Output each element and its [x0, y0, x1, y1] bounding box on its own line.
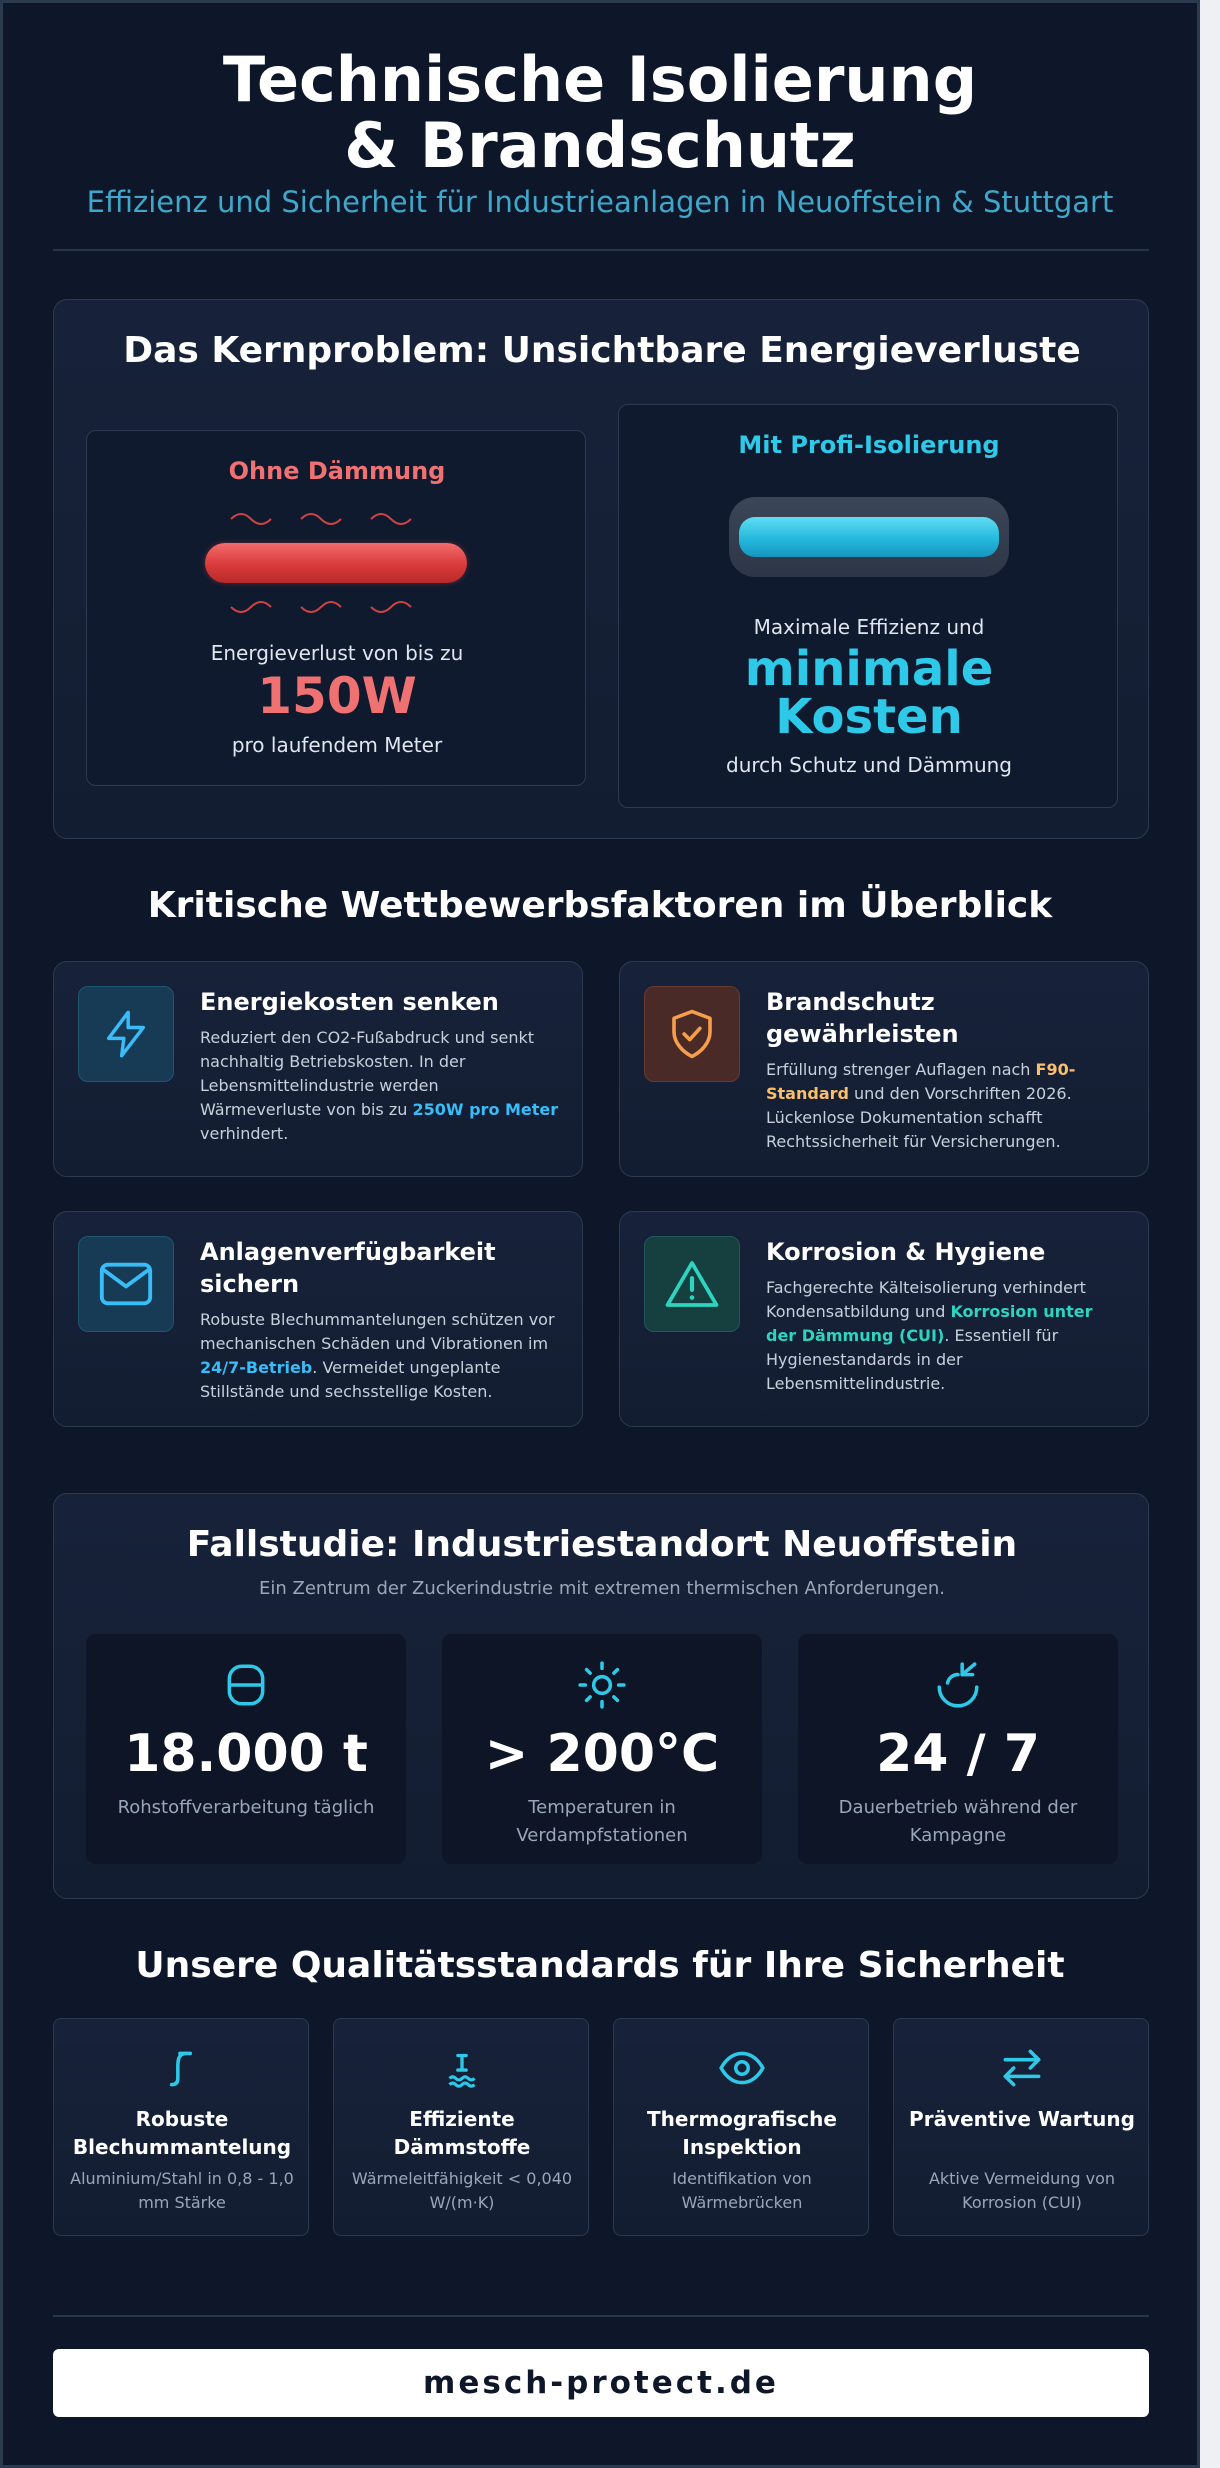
factor-highlight: 24/7-Betrieb [200, 1358, 313, 1377]
header [3, 43, 1197, 219]
footer-divider [53, 2315, 1149, 2317]
stat-card [86, 1634, 406, 1864]
hot-pipe-graphic [205, 543, 467, 583]
problem-title: Das Kernproblem: Unsichtbare Energieverluste [123, 330, 1081, 371]
problem-section [53, 299, 1149, 839]
quality-card-desc: Aktive Vermeidung von Korrosion (CUI) [928, 2169, 1116, 2212]
mail-icon [97, 1259, 155, 1309]
with-insulation-box [618, 404, 1118, 808]
factor-desc [200, 1308, 562, 1404]
quality-card [333, 2018, 589, 2236]
factor-highlight: Korrosion unter der Dämmung (CUI) [766, 1302, 1093, 1345]
quality-card [893, 2018, 1149, 2236]
factor-desc-text: und den Vorschriften 2026. Lückenlose Dokumentation schafft Rechtssicherheit für Versicherungen. [766, 1084, 1072, 1151]
page-title-text: Technische Isolierung & Brandschutz [222, 43, 978, 182]
factor-card-corrosion [619, 1211, 1149, 1427]
lightning-icon [100, 1005, 152, 1063]
quality-card-title: Robuste Blechummantelung [72, 2107, 292, 2159]
factor-card-fire [619, 961, 1149, 1177]
factor-card-energy [53, 961, 583, 1177]
without-insulation-line2: pro laufendem Meter [231, 733, 443, 757]
quality-card-desc: Aluminium/Stahl in 0,8 - 1,0 mm Stärke [70, 2169, 294, 2212]
insulated-pipe-core [739, 517, 999, 557]
factor-card-availability [53, 1211, 583, 1427]
factor-body [766, 1236, 1128, 1396]
quality-card-title: Präventive Wartung [909, 2107, 1135, 2131]
factor-desc [766, 1058, 1128, 1154]
minimal-costs-value [619, 641, 1119, 745]
stat-value: 18.000 t [124, 1724, 368, 1784]
with-insulation-title: Mit Profi-Isolierung [738, 431, 1000, 459]
with-insulation-line2: durch Schutz und Dämmung [726, 753, 1012, 777]
factor-body [200, 1236, 562, 1404]
without-insulation-box [86, 430, 586, 786]
swap-arrows-icon [997, 2043, 1047, 2093]
without-insulation-title: Ohne Dämmung [228, 457, 446, 485]
heat-wave-bottom-icon [227, 595, 447, 619]
thermometer-icon [437, 2043, 487, 2093]
page-title [3, 43, 1197, 182]
sun-icon [577, 1660, 627, 1710]
stat-value: > 200°C [484, 1724, 720, 1784]
eye-icon [717, 2043, 767, 2093]
factor-highlight: F90-Standard [766, 1060, 1076, 1103]
quality-card [613, 2018, 869, 2236]
quality-card-desc: Wärmeleitfähigkeit < 0,040 W/(m·K) [351, 2169, 573, 2212]
factor-desc [766, 1276, 1128, 1396]
cycle-arrow-icon [933, 1660, 983, 1710]
cylinder-icon [221, 1660, 271, 1710]
factor-icon-box [644, 986, 740, 1082]
factor-highlight: 250W pro Meter [412, 1100, 559, 1119]
website-link[interactable]: mesch-protect.de [53, 2349, 1149, 2417]
stat-card [442, 1634, 762, 1864]
factors-title: Kritische Wettbewerbsfaktoren im Überblick [147, 885, 1053, 926]
quality-title: Unsere Qualitätsstandards für Ihre Sicherheit [135, 1945, 1065, 1986]
quality-card-desc: Identifikation von Wärmebrücken [672, 2169, 812, 2212]
factor-icon-box [644, 1236, 740, 1332]
minimal-costs-line2: Kosten [775, 689, 963, 745]
stat-label: Temperaturen in Verdampfstationen [516, 1797, 688, 1846]
stat-label: Rohstoffverarbeitung täglich [117, 1797, 375, 1818]
header-divider [53, 249, 1149, 251]
factor-desc-text: Erfüllung strenger Auflagen nach [766, 1060, 1036, 1079]
with-insulation-line1: Maximale Effizienz und [753, 615, 985, 639]
heat-wave-top-icon [227, 505, 447, 529]
factor-title: Anlagenverfügbarkeit sichern [200, 1238, 496, 1298]
factor-desc-text: Robuste Blechummantelungen schützen vor mechanischen Schäden und Vibrationen im [200, 1310, 555, 1353]
case-study-title: Fallstudie: Industriestandort Neuoffstein [186, 1524, 1018, 1565]
stat-value: 24 / 7 [876, 1724, 1040, 1784]
case-study-section [53, 1493, 1149, 1899]
page-edge [1200, 0, 1220, 2468]
minimal-costs-line1: minimale [744, 641, 994, 697]
factor-body [766, 986, 1128, 1154]
warning-triangle-icon [664, 1258, 720, 1310]
page-subtitle: Effizienz und Sicherheit für Industrieanlagen in Neuoffstein & Stuttgart [86, 185, 1114, 219]
shield-check-icon [665, 1007, 719, 1061]
without-insulation-line1: Energieverlust von bis zu [210, 641, 464, 665]
quality-card-title: Thermografische Inspektion [647, 2107, 837, 2159]
energy-loss-value: 150W [257, 667, 417, 725]
factor-icon-box [78, 1236, 174, 1332]
factor-desc-text: Reduziert den CO2-Fußabdruck und senkt nachhaltig Betriebskosten. In der Lebensmittelindustrie werden Wärmeverluste von bis zu [200, 1028, 535, 1119]
factor-desc-text: . Essentiell für Hygienestandards in der Lebensmittelindustrie. [766, 1326, 1059, 1393]
factor-desc-text: Fachgerechte Kälteisolierung verhindert Kondensatbildung und [766, 1278, 1086, 1321]
stat-label: Dauerbetrieb während der Kampagne [838, 1797, 1078, 1846]
insulated-pipe-graphic [729, 497, 1009, 577]
factor-title: Brandschutz gewährleisten [766, 988, 959, 1048]
bracket-icon [157, 2043, 207, 2093]
factor-body [200, 986, 562, 1146]
case-study-subtitle: Ein Zentrum der Zuckerindustrie mit extremen thermischen Anforderungen. [259, 1578, 945, 1599]
factor-desc [200, 1026, 562, 1146]
factor-desc-text: . Vermeidet ungeplante Stillstände und sechsstellige Kosten. [200, 1358, 501, 1401]
factor-title: Korrosion & Hygiene [766, 1238, 1046, 1266]
factor-title: Energiekosten senken [200, 988, 499, 1016]
factor-desc-text: verhindert. [200, 1124, 289, 1143]
factor-icon-box [78, 986, 174, 1082]
quality-card-title: Effiziente Dämmstoffe [393, 2107, 531, 2159]
quality-card [53, 2018, 309, 2236]
stat-card [798, 1634, 1118, 1864]
